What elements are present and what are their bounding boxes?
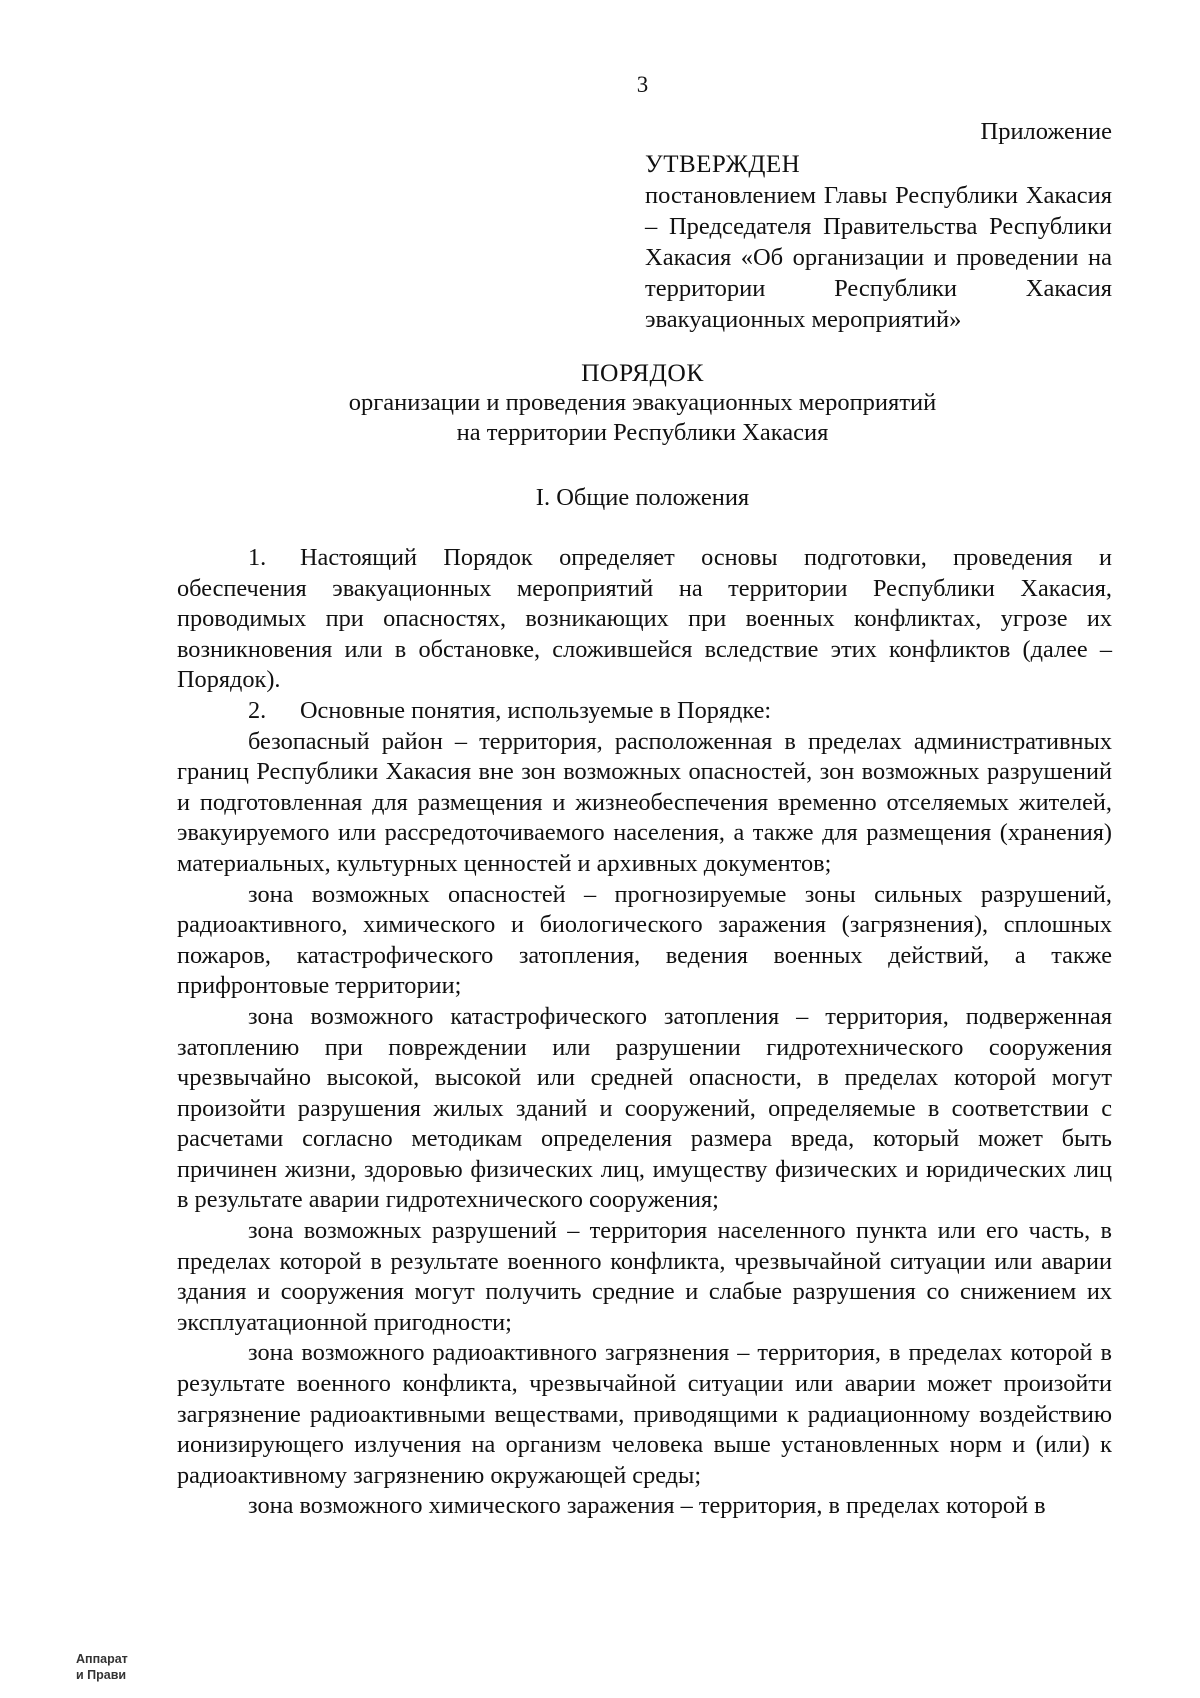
title-line-2: на территории Республики Хакасия [456, 419, 829, 446]
title-main: ПОРЯДОК [581, 358, 704, 387]
definition-destruction-zone: зона возможных разрушений – территория населенного пункта или его часть, в пределах которой в результате военного конфликта, чрезвычайной ситуации или аварии здания и сооружения могут получить средние и слабые разрушения со снижением их эксплуатационной пригодности; [177, 1217, 1112, 1336]
document-body [177, 543, 1112, 1522]
document-title [0, 358, 1200, 448]
paragraph-number: 1. [248, 544, 267, 571]
approved-heading: УТВЕРЖДЕН [645, 151, 801, 178]
section-heading: I. Общие положения [535, 484, 750, 511]
approval-text: постановлением Главы Республики Хакасия – Председателя Правительства Республики Хакасия «Об организации и проведении на территории Республики Хакасия эвакуационных мероприятий» [645, 182, 1112, 333]
paragraph-number: 2. [248, 696, 267, 724]
paragraph-1 [177, 543, 1112, 696]
paragraph-text: Основные понятия, используемые в Порядке: [300, 696, 772, 724]
office-stamp [76, 1651, 128, 1683]
definition-radioactive-zone: зона возможного радиоактивного загрязнения – территория, в пределах которой в результате военного конфликта, чрезвычайной ситуации или аварии может произойти загрязнение радиоактивными веществами, приводящими к радиационному воздействию ионизирующего излучения на организм человека выше установленных норм и (или) к радиоактивному загрязнению окружающей среды; [177, 1339, 1112, 1489]
approval-block [645, 116, 1112, 335]
definition-danger-zone: зона возможных опасностей – прогнозируемые зоны сильных разрушений, радиоактивного, химического и биологического заражения (загрязнения), сплошных пожаров, катастрофического затопления, ведения военных действий, а также прифронтовые территории; [177, 880, 1112, 1000]
title-line-1: организации и проведения эвакуационных мероприятий [348, 389, 937, 416]
stamp-line-2: и Прави [76, 1668, 127, 1682]
paragraph-text: Настоящий Порядок определяет основы подготовки, проведения и обеспечения эвакуационных мероприятий на территории Республики Хакасия, проводимых при опасностях, возникающих при военных конфликтах, угрозе их возникновения или в обстановке, сложившейся вследствие этих конфликтов (далее – Порядок). [177, 544, 1112, 694]
appendix-label: Приложение [980, 118, 1112, 145]
definition-safe-area: безопасный район – территория, расположенная в пределах административных границ Республики Хакасия вне зон возможных опасностей, зон возможных разрушений и подготовленная для размещения и жизнеобеспечения временно отселяемых жителей, эвакуируемого или рассредоточиваемого населения, а также для размещения (хранения) материальных, культурных ценностей и архивных документов; [177, 727, 1112, 877]
stamp-line-1: Аппарат [76, 1652, 128, 1666]
page-number: 3 [636, 72, 649, 97]
definition-flood-zone: зона возможного катастрофического затопления – территория, подверженная затоплению при повреждении или разрушении гидротехнического сооружения чрезвычайно высокой, высокой или средней опасности, в пределах которой могут произойти разрушения жилых зданий и сооружений, определяемые в соответствии с расчетами согласно методикам определения размера вреда, который может быть причинен жизни, здоровью физических лиц, имуществу физических и юридических лиц в результате аварии гидротехнического сооружения; [177, 1002, 1112, 1214]
paragraph-2 [177, 696, 1112, 727]
definition-chemical-zone: зона возможного химического заражения – территория, в пределах которой в [248, 1492, 1046, 1520]
